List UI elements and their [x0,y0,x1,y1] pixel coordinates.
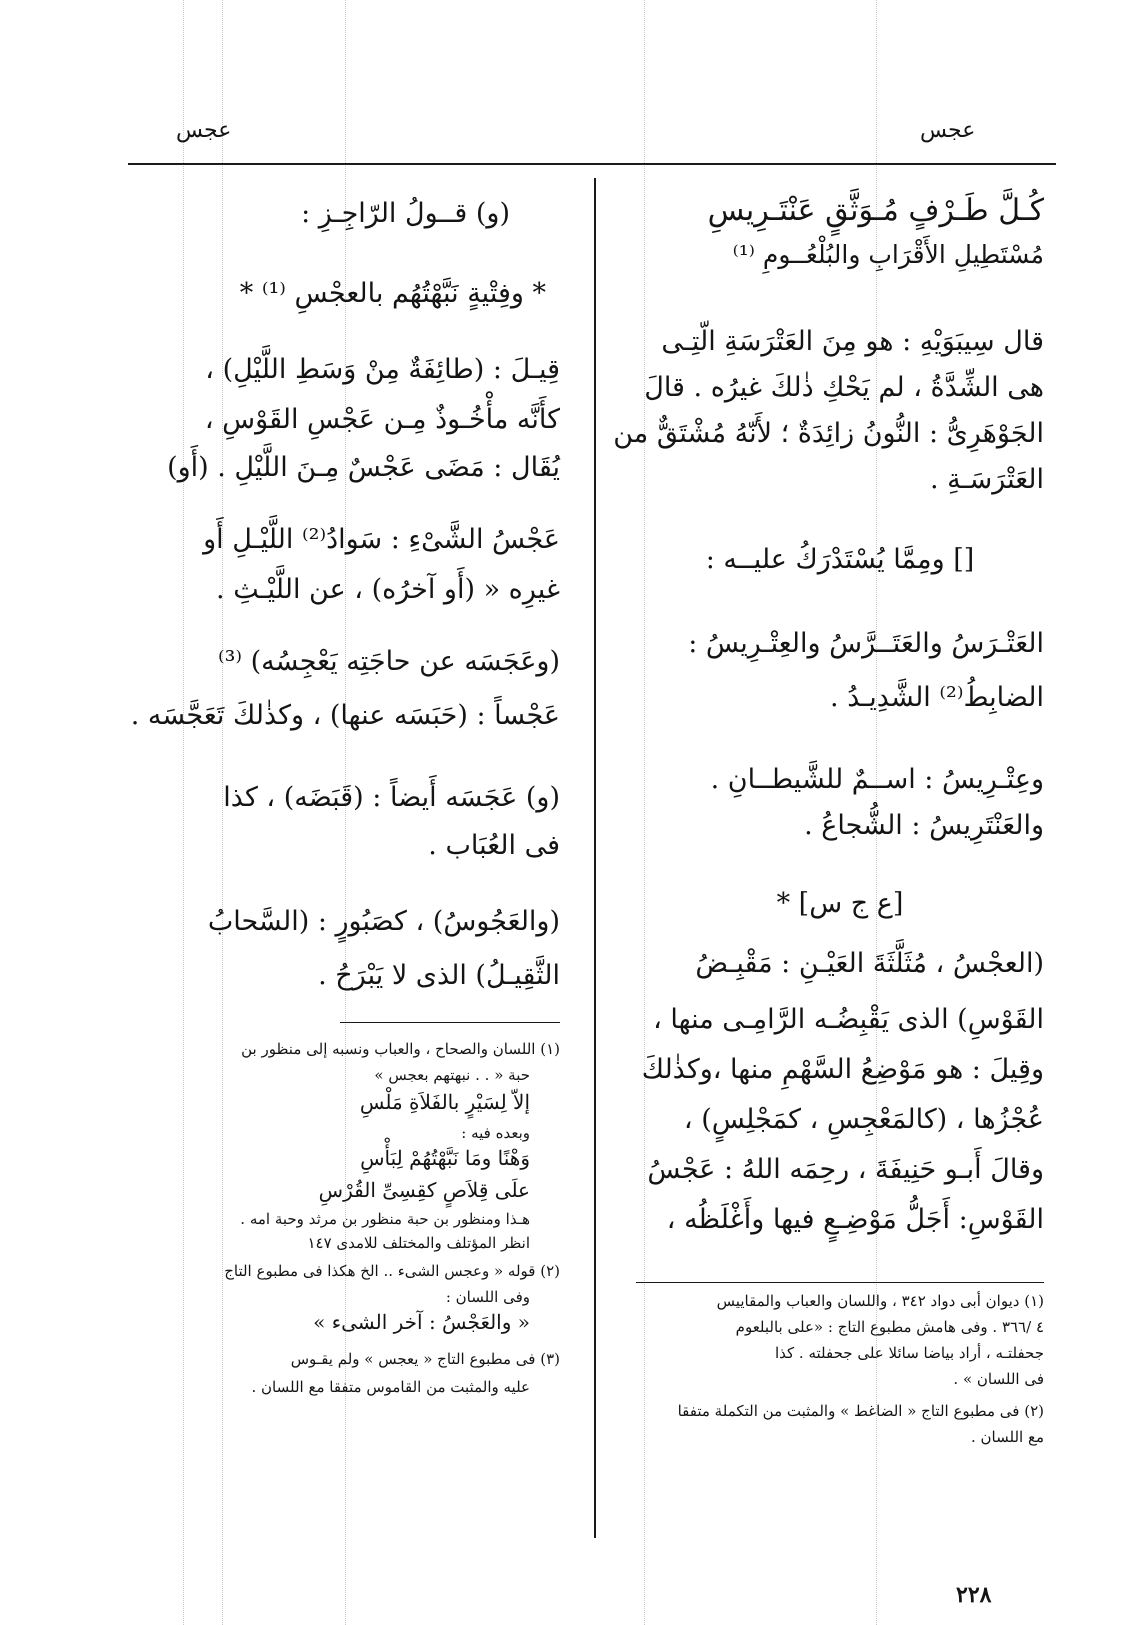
footnote-line: انظر المؤتلف والمختلف للامدى ١٤٧ [307,1234,530,1252]
text-line: القَوْسِ) الذى يَقْبِضُـه الرَّامِـى منها ، [653,1004,1044,1035]
text-line: (والعَجُوسُ) ، كصَبُورٍ : (السَّحابُ [207,906,560,937]
scan-guide-line [644,0,645,1625]
text-line: العَتْرَسَـةِ . [930,464,1044,495]
verse-line: * وفِتْيةٍ نَبَّهْتُهُم بالعجْسِ ⁽¹⁾ * [239,278,546,309]
footnote-line: (٣) فى مطبوع التاج « يعجس » ولم يقـوس [290,1350,560,1368]
footnote-line: ٤ /٣٦٦ . وفى هامش مطبوع التاج : «على بالبلعوم [735,1318,1044,1336]
running-head-right: عجس [920,118,976,143]
column-divider [594,178,596,1538]
footnote-line: وفى اللسان : [445,1288,530,1306]
text-line: (و) قــولُ الرّاجِـزِ : [301,198,510,229]
footnote-line: (٢) فى مطبوع التاج « الضاغط » والمثبت من التكملة متفقا [677,1402,1044,1420]
text-line: وعِتْـرِيسُ : اســمٌ للشَّيطــانِ . [710,764,1044,795]
footnote-line: (١) ديوان أبى دواد ٣٤٢ ، واللسان والعباب والمقاييس [716,1292,1044,1310]
text-line: عُجْزُها ، (كالمَعْجِسِ ، كمَجْلِسٍ) ، [683,1104,1044,1135]
text-line: العَتْـرَسُ والعَتَــرَّسُ والعِتْـرِيسُ : [688,628,1044,659]
footnote-line: عليه والمثبت من القاموس متفقا مع اللسان . [251,1378,530,1396]
text-line: القَوْسِ: أَجَلُّ مَوْضِـعٍ فيها وأَغْلَظُه ، [666,1204,1044,1235]
footnote-verse: إلاّ لِسَيْرٍ بالفَلاَةِ مَلْسِ [359,1090,530,1114]
page-number: ٢٢٨ [956,1582,992,1608]
footnote-rule [636,1282,1044,1283]
text-line: الثَّقِيـلُ) الذى لا يَبْرَحُ . [318,960,560,991]
text-line: كأَنَّه مأْخُـوذٌ مِـن عَجْسِ القَوْسِ ، [204,404,560,435]
footnote-line: حبة « . . نبهتهم بعجس » [374,1066,530,1084]
footnote-line: جحفلتـه ، أراد بياضا سائلا على جحفلته . كذا [774,1344,1044,1362]
footnote-line: (١) اللسان والصحاح ، والعباب ونسبه إلى منظور بن [241,1040,560,1058]
text-line: وقالَ أَبـو حَنِيفَةَ ، رحِمَه اللهُ : عَجْسُ [647,1154,1044,1185]
text-line: [] ومِمَّا يُسْتَدْرَكُ عليــه : [705,544,975,575]
text-line: (العجْسُ ، مُثَلَّثَةَ العَيْـنِ : مَقْبِـضُ [695,948,1044,979]
text-line: وقِيلَ : هو مَوْضِعُ السَّهْمِ منها ،وكذٰلكَ [641,1054,1044,1085]
footnote-line: مع اللسان . [971,1428,1044,1446]
entry-heading: [ع ج س] * [776,888,904,919]
text-line: (و) عَجَسَه أَيضاً : (قَبَضَه) ، كذا [223,782,560,813]
header-rule [128,163,1056,165]
text-line: الجَوْهَرِىُّ : النُّونُ زائِدَةٌ ؛ لأَنّهُ مُشْتَقٌّ من [613,418,1044,449]
running-head-left: عجس [176,118,232,143]
text-line: فى العُبَاب . [428,830,560,861]
footnote-verse: علَى قِلاَصٍ كقِسِىِّ القُرْسِ [318,1178,530,1202]
footnote-verse: وَهْنًا ومَا نَبَّهْتُهُمْ لِبَأْسِ [360,1146,530,1170]
footnote-line: وبعده فيه : [461,1124,530,1142]
text-line: الضابِطُ⁽²⁾ الشَّدِيـدُ . [830,682,1044,713]
verse-line: كُـلَّ طَـرْفٍ مُـوَثَّقٍ عَنْتَـرِيسِ [707,193,1044,228]
text-line: غيرِه « (أَو آخرُه) ، عن اللَّيْـثِ . [216,574,560,605]
text-line: والعَنْتَرِيسُ : الشُّجاعُ . [804,810,1044,841]
footnote-line: (٢) قوله « وعجس الشىء .. الخ هكذا فى مطبوع التاج [224,1262,560,1280]
verse-line: مُسْتَطِيلِ الأَقْرَابِ والبُلْعُــومِ ⁽¹⁾ [732,240,1044,269]
footnote-verse: « والعَجْسُ : آخر الشىء » [313,1310,530,1334]
text-line: عَجْساً : (حَبَسَه عنها) ، وكذٰلكَ تَعَجَّسَه . [130,700,560,731]
text-line: قِيـلَ : (طائِفَةٌ مِنْ وَسَطِ اللَّيْلِ) ، [205,354,560,385]
scan-guide-line [183,0,184,1625]
text-line: يُقَال : مَضَى عَجْسٌ مِـنَ اللَّيْلِ . (أَو) [167,452,560,483]
footnote-line: فى اللسان » . [953,1370,1044,1388]
text-line: هى الشِّدَّةُ ، لم يَحْكِ ذٰلكَ غيرُه . قالَ [644,372,1044,403]
footnote-rule [340,1022,560,1023]
footnote-line: هـذا ومنظور بن حبة منظور بن مرثد وحبة امه . [240,1210,530,1228]
text-line: (وعَجَسَه عن حاجَتِه يَعْجِسُه) ⁽³⁾ [217,646,560,677]
text-line: قال سِيبَوَيْهِ : هو مِنَ العَتْرَسَةِ الّتِـى [661,326,1044,357]
text-line: عَجْسُ الشَّىْءِ : سَوادُ⁽²⁾ اللَّيْـلِ أَو [203,524,560,555]
